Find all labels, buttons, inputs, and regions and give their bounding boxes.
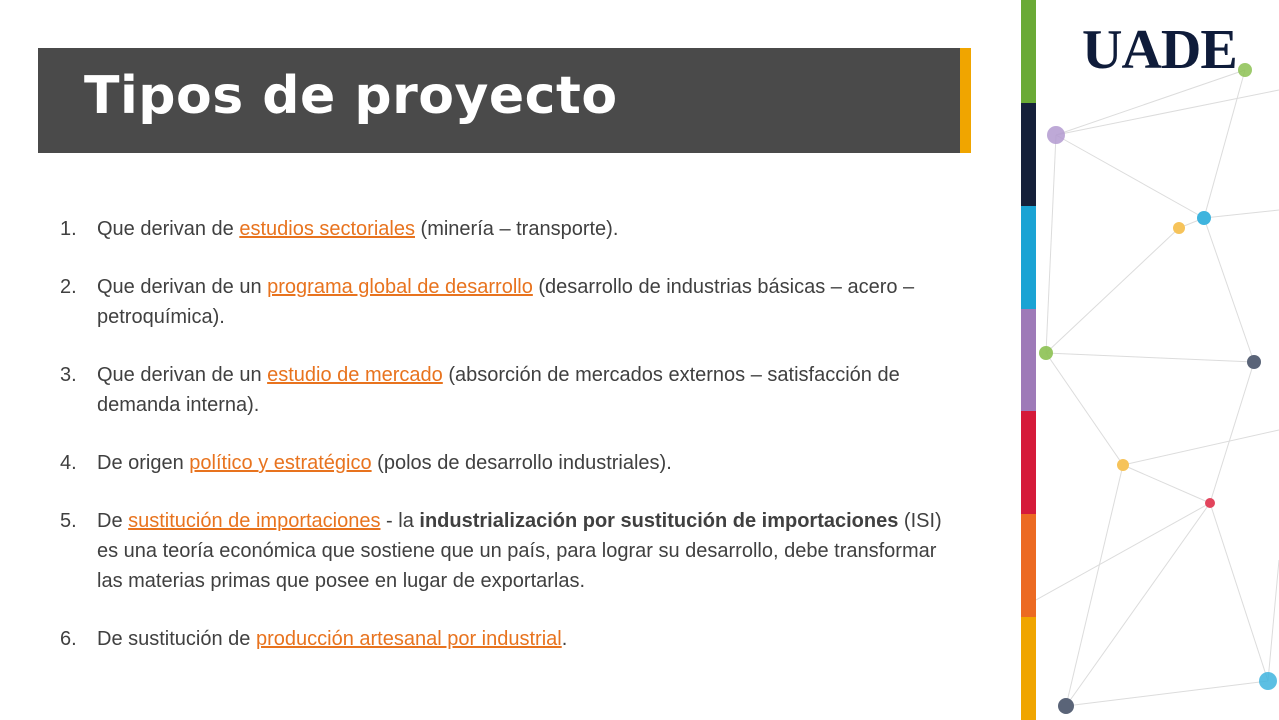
- title-accent-bar: [960, 48, 971, 153]
- color-stripe: [1021, 514, 1036, 617]
- item-link[interactable]: sustitución de importaciones: [128, 510, 381, 532]
- list-item: [60, 214, 950, 244]
- item-number: 1.: [60, 218, 77, 240]
- color-stripe: [1021, 617, 1036, 720]
- item-number: 4.: [60, 452, 77, 474]
- item-number: 5.: [60, 510, 77, 532]
- list-item: [60, 506, 950, 596]
- color-stripe: [1021, 411, 1036, 514]
- item-link[interactable]: producción artesanal por industrial: [255, 628, 562, 650]
- item-number: 3.: [60, 364, 77, 386]
- uade-logo: UADE: [1082, 19, 1237, 81]
- item-text: Que derivan de estudios sectoriales (minería – transporte).: [97, 218, 619, 240]
- item-link[interactable]: programa global de desarrollo: [267, 276, 533, 298]
- slide-title: Tipos de proyecto: [84, 66, 618, 126]
- item-text: Que derivan de un programa global de desarrollo (desarrollo de industrias básicas – acero – petroquímica).: [97, 276, 915, 328]
- item-number: 2.: [60, 276, 77, 298]
- color-stripe: [1021, 309, 1036, 412]
- item-bold-term: industrialización por sustitución de importaciones: [419, 510, 899, 532]
- item-text: De origen político y estratégico (polos de desarrollo industriales).: [97, 452, 672, 474]
- list-item: [60, 272, 950, 332]
- item-number: 6.: [60, 628, 77, 650]
- color-stripes: [1021, 0, 1036, 720]
- color-stripe: [1021, 103, 1036, 206]
- list-item: [60, 448, 950, 478]
- item-link[interactable]: estudio de mercado: [267, 364, 443, 386]
- project-types-list: [60, 214, 950, 682]
- network-decoration: [1036, 0, 1279, 720]
- list-item: [60, 624, 950, 654]
- item-text: Que derivan de un estudio de mercado (absorción de mercados externos – satisfacción de demanda interna).: [97, 364, 900, 416]
- item-link[interactable]: político y estratégico: [189, 452, 372, 474]
- item-text: De sustitución de importaciones - la industrialización por sustitución de importaciones (ISI) es una teoría económica que sostiene que un país, para lograr su desarrollo, debe transformar las materias primas que posee en lugar de exportarlas.: [97, 510, 942, 592]
- list-item: [60, 360, 950, 420]
- item-link[interactable]: estudios sectoriales: [239, 218, 415, 240]
- item-text: De sustitución de producción artesanal por industrial.: [97, 628, 568, 650]
- color-stripe: [1021, 206, 1036, 309]
- color-stripe: [1021, 0, 1036, 103]
- title-bar: [38, 48, 960, 153]
